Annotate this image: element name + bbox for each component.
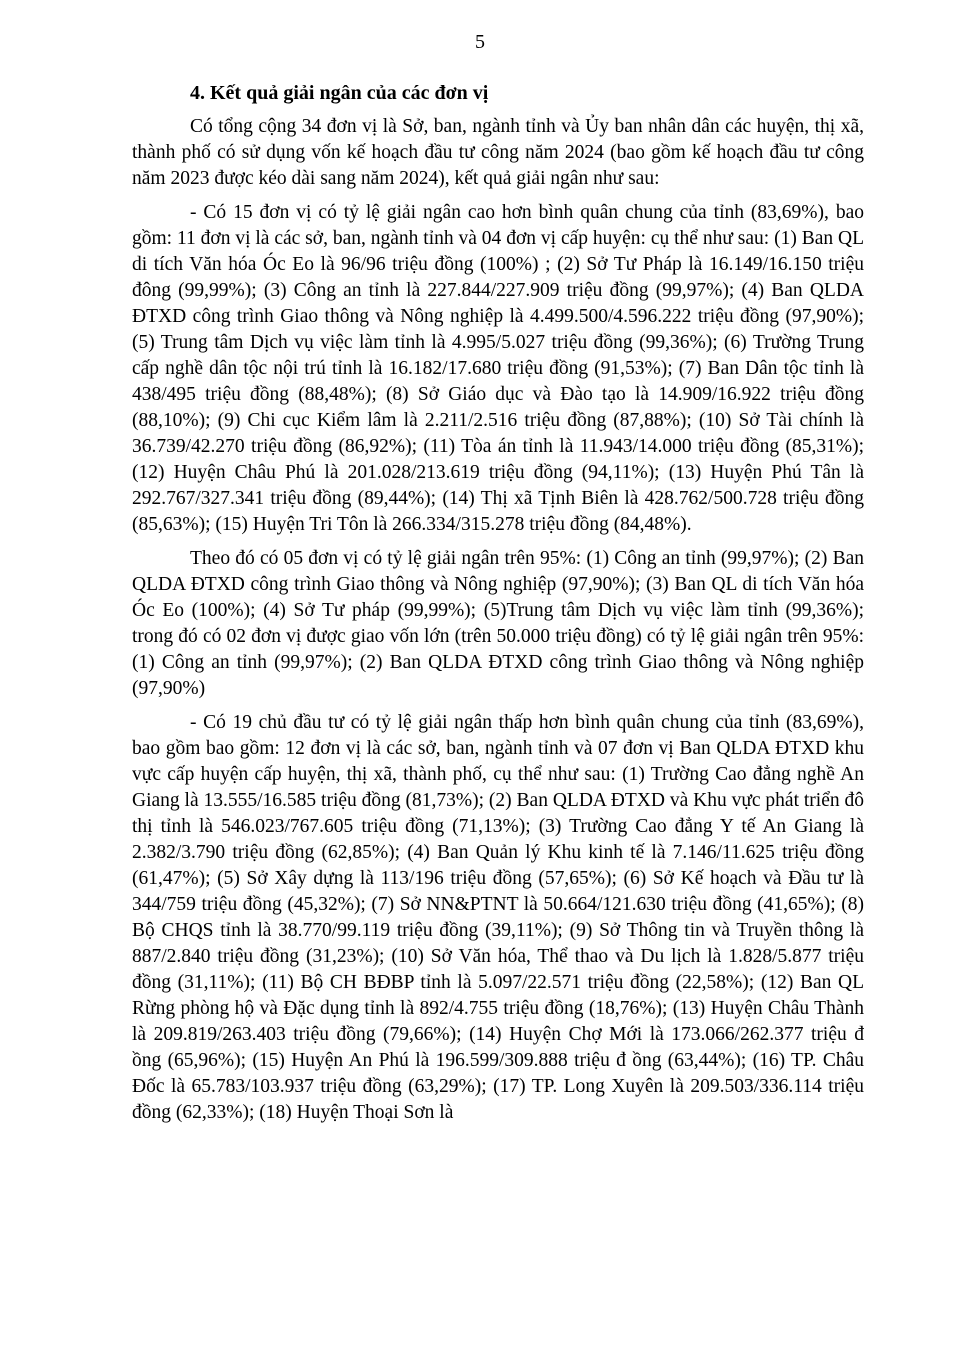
paragraph-overview: Có tổng cộng 34 đơn vị là Sở, ban, ngành tỉnh và Ủy ban nhân dân các huyện, thị xã, thành phố có sử dụng vốn kế hoạch đầu tư công năm 2024 (bao gồm kế hoạch đầu tư công năm 2023 được kéo dài sang năm 2024), kết quả giải ngân như sau: <box>132 116 864 189</box>
paragraph-below-average-units: - Có 19 chủ đầu tư có tỷ lệ giải ngân thấp hơn bình quân chung của tỉnh (83,69%), bao gồm bao gồm: 12 đơn vị là các sở, ban, ngành tỉnh và 07 đơn vị Ban QLDA ĐTXD khu vực cấp huyện cấp huyện, thị xã, thành phố, cụ thể như sau: (1) Trường Cao đẳng nghề An Giang là 13.555/16.585 triệu đồng (81,73%); (2) Ban QLDA ĐTXD và Khu vực phát triển đô thị tỉnh là 546.023/767.605 triệu đồng (71,13%); (3) Trường Cao đẳng Y tế An Giang là 2.382/3.790 triệu đồng (62,85%); (4) Ban Quản lý Khu kinh tế là 7.146/11.625 triệu đồng (61,47%); (5) Sở Xây dựng là 113/196 triệu đồng (57,65%); (6) Sở Kế hoạch và Đầu tư là 344/759 triệu đồng (45,32%); (7) Sở NN&PTNT là 50.664/121.630 triệu đồng (41,65%); (8) Bộ CHQS tỉnh là 38.770/99.119 triệu đồng (39,11%); (9) Sở Thông tin và Truyền thông là 887/2.840 triệu đồng (31,23%); (10) Sở Văn hóa, Thể thao và Du lịch là 1.828/5.877 triệu đồng (31,11%); (11) Bộ CH BĐBP tỉnh là 5.097/22.571 triệu đồng (22,58%); (12) Ban QL Rừng phòng hộ và Đặc dụng tỉnh là 892/4.755 triệu đồng (18,76%); (13) Huyện Châu Thành là 209.819/263.403 triệu đồng (79,66%); (14) Huyện Chợ Mới là 173.066/262.377 triệu đ ồng (65,96%); (15) Huyện An Phú là 196.599/309.888 triệu đ ồng (63,44%); (16) TP. Châu Đốc là 65.783/103.937 triệu đồng (63,29%); (17) TP. Long Xuyên là 209.503/336.114 triệu đồng (62,33%); (18) Huyện Thoại Sơn là <box>132 712 864 1123</box>
paragraph-above-average-units: - Có 15 đơn vị có tỷ lệ giải ngân cao hơn bình quân chung của tỉnh (83,69%), bao gồm: 11 đơn vị là các sở, ban, ngành tỉnh và 04 đơn vị cấp huyện: cụ thể như sau: (1) Ban QL di tích Văn hóa Óc Eo là 96/96 triệu đồng (100%) ; (2) Sở Tư Pháp là 16.149/16.150 triệu đông (99,99%); (3) Công an tỉnh là 227.844/227.909 triệu đồng (99,97%); (4) Ban QLDA ĐTXD công trình Giao thông và Nông nghiệp là 4.499.500/4.596.222 triệu đồng (97,90%); (5) Trung tâm Dịch vụ việc làm tỉnh là 4.995/5.027 triệu đồng (99,36%); (6) Trường Trung cấp nghề dân tộc nội trú tỉnh là 16.182/17.680 triệu đồng (91,53%); (7) Ban Dân tộc tỉnh là 438/495 triệu đồng (88,48%); (8) Sở Giáo dục và Đào tạo là 14.909/16.922 triệu đồng (88,10%); (9) Chi cục Kiểm lâm là 2.211/2.516 triệu đồng (87,88%); (10) Sở Tài chính là 36.739/42.270 triệu đồng (86,92%); (11) Tòa án tỉnh là 11.943/14.000 triệu đồng (85,31%); (12) Huyện Châu Phú là 201.028/213.619 triệu đồng (94,11%); (13) Huyện Phú Tân là 292.767/327.341 triệu đồng (89,44%); (14) Thị xã Tịnh Biên là 428.762/500.728 triệu đồng (85,63%); (15) Huyện Tri Tôn là 266.334/315.278 triệu đồng (84,48%). <box>132 202 864 535</box>
paragraph-above-95-percent: Theo đó có 05 đơn vị có tỷ lệ giải ngân trên 95%: (1) Công an tỉnh (99,97%); (2) Ban QLDA ĐTXD công trình Giao thông và Nông nghiệp (97,90%); (3) Ban QL di tích Văn hóa Óc Eo (100%); (4) Sở Tư pháp (99,99%); (5)Trung tâm Dịch vụ việc làm tỉnh (99,36%); trong đó có 02 đơn vị được giao vốn lớn (trên 50.000 triệu đồng) có tỷ lệ giải ngân trên 95%: (1) Công an tỉnh (99,97%); (2) Ban QLDA ĐTXD công trình Giao thông và Nông nghiệp (97,90%) <box>132 548 864 699</box>
page-number: 5 <box>475 31 485 53</box>
document-body <box>132 80 864 1134</box>
section-heading: 4. Kết quả giải ngân của các đơn vị <box>190 82 489 104</box>
